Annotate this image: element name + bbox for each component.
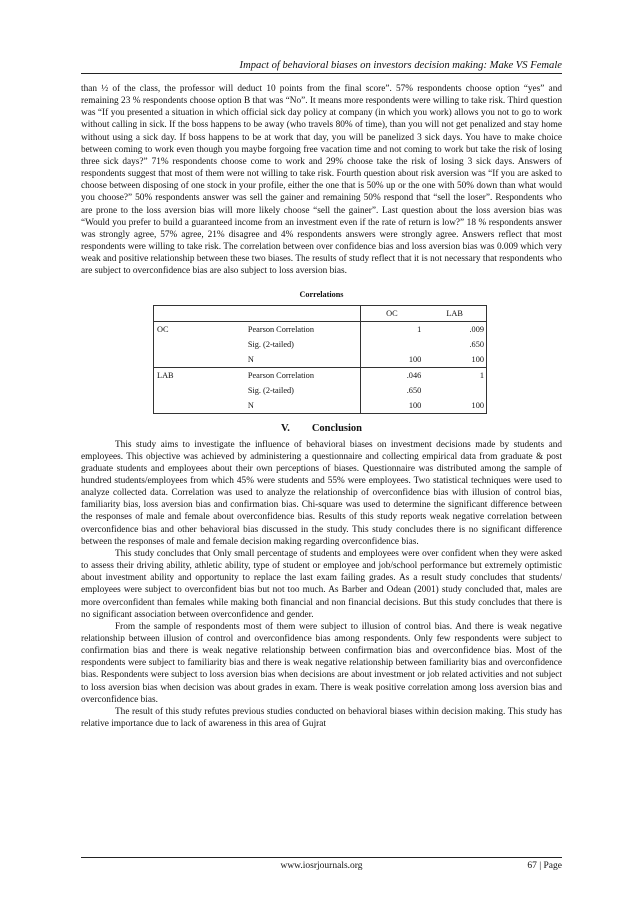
stat-label: Sig. (2-tailed) [246,383,360,398]
col-header-oc: OC [360,305,423,321]
table-title: Correlations [299,289,344,299]
page-content [81,60,562,730]
conclusion-paragraph: This study aims to investigate the influence of behavioral biases on investment decisions made by students and employees. This objective was achieved by administering a questionnaire and collecting empirical data from graduate & post graduate students and employees about their own perceptions of biases. Questionnaire was distributed among the sample of hundred students/employees from which 45% were students and 55% were employees. Two statistical techniques were used to analyze collected data. Correlation was used to analyze the relationship of overconfidence bias with illusion of control bias, familiarity bias, loss aversion bias and confirmation bias. Chi-square was used to determine the significant difference between the responses of male and female about overconfidence bias. Results of this study reports weak negative correlation between overconfidence bias and other behavioral bias discussed in the study. This study concludes there is no significant difference between the responses of male and female decision making regarding overconfidence bias. [81,439,562,547]
table-row [154,321,487,337]
table-header-row [154,305,487,321]
stat-label: Pearson Correlation [246,367,360,383]
table-row [154,367,487,383]
cell-value: 1 [360,321,423,337]
col-header-lab: LAB [423,305,486,321]
table-row [154,352,487,368]
cell-value: 100 [360,398,423,414]
section-heading [81,423,562,434]
cell-value: .650 [406,385,422,395]
cell-value: .650 [423,337,486,352]
row-var-oc: OC [154,321,246,337]
section-title: Conclusion [311,422,363,434]
correlations-table [153,305,487,414]
page-number: 67 | Page [527,861,562,871]
page-footer [81,857,562,871]
cell-value: 100 [408,354,422,364]
stat-label: N [246,398,360,414]
stat-label: N [246,352,360,368]
conclusion-paragraph: From the sample of respondents most of them were subject to illusion of control bias. And there is weak negative relationship between illusion of control and overconfidence bias among respondents. Only few respondents were subject to confirmation bias and there is weak negative relationship between confirmation bias and overconfidence bias. Most of the respondents were subject to familiarity bias and there is weak negative relationship between familiarity bias and overconfidence bias. Respondents were subject to loss aversion bias when decisions are about investment or job related activities and not subject to loss aversion bias when decision was about grades in exam. There is weak positive correlation among loss aversion bias and overconfidence bias. [81,621,562,705]
cell-value [423,383,486,398]
table-row [154,337,487,352]
stat-label: Sig. (2-tailed) [246,337,360,352]
running-header: Impact of behavioral biases on investors decision making: Make VS Female [81,60,562,74]
row-var-lab: LAB [154,367,246,383]
cell-value: .009 [423,321,486,337]
stat-label: Pearson Correlation [246,321,360,337]
table-row [154,398,487,414]
conclusion-paragraph: The result of this study refutes previous studies conducted on behavioral biases within decision making. This study has relative importance due to lack of awareness in this area of Gujrat [81,706,562,730]
cell-value [360,337,423,352]
conclusion-paragraph: This study concludes that Only small percentage of students and employees were over confident when they were asked to assess their driving ability, athletic ability, type of student or employee and job/school performance but extremely optimistic about investment ability and opportunity to replace the last exam failing grades. As a result study concludes that students/ employees were subject to overconfident bias but not too much. As Barber and Odean (2001) study concluded that, males are more overconfident than females while making both financial and non financial decisions. But this study concludes that there is no significant association between overconfidence and gender. [81,548,562,620]
journal-website: www.iosrjournals.org [280,861,363,871]
section-number: V. [280,422,290,434]
body-paragraph: than ½ of the class, the professor will deduct 10 points from the final score”. 57% respondents choose option “yes” and remaining 23 % respondents choose option B that was “No”. It means more respondents were willing to take risk. Third question was “If you presented a situation in which official sick day policy at company (in which you work) allows you not to go to work without calling in sick. If the boss happens to be away (who travels 80% of time), than you will not get penalized and stay home without using a sick day. If boss happens to be at work that day, you will be panelized 3 sick days. You have to make choice between coming to work even though you maybe forgoing free vacation time and not coming to work but take the risk of losing three sick days?” 71% respondents choose come to work and 29% choose take the risk of losing 3 sick days. Answers of respondents suggest that most of them were not willing to take risk. Fourth question about risk aversion was “If you are asked to choose between disposing of one stock in your profile, either the one that is 50% up or the one with 50% down than what would you choose?” 50% respondents answer was sell the gainer and remaining 50% respond that “sell the loser”. Respondents who are prone to the loss aversion bias will more likely choose “sell the gainer”. Last question about the loss aversion bias was “Would you prefer to build a guaranteed income from an investment even if the rate of return is low?” 18 % respondents answer was strongly agree, 57% agree, 21% disagree and 4% respondents answers were strongly agree. Answers reflect that most respondents were willing to take risk. The correlation between over confidence bias and loss aversion bias was 0.009 which very weak and positive relationship between these two biases. The results of study reflect that it is not necessary that respondents who are subject to overconfidence bias are also subject to loss aversion bias. [81,84,562,277]
cell-value: 100 [423,398,486,414]
cell-value: .046 [360,367,423,383]
table-row [154,383,487,398]
cell-value: 1 [423,367,486,383]
cell-value: 100 [423,352,486,368]
